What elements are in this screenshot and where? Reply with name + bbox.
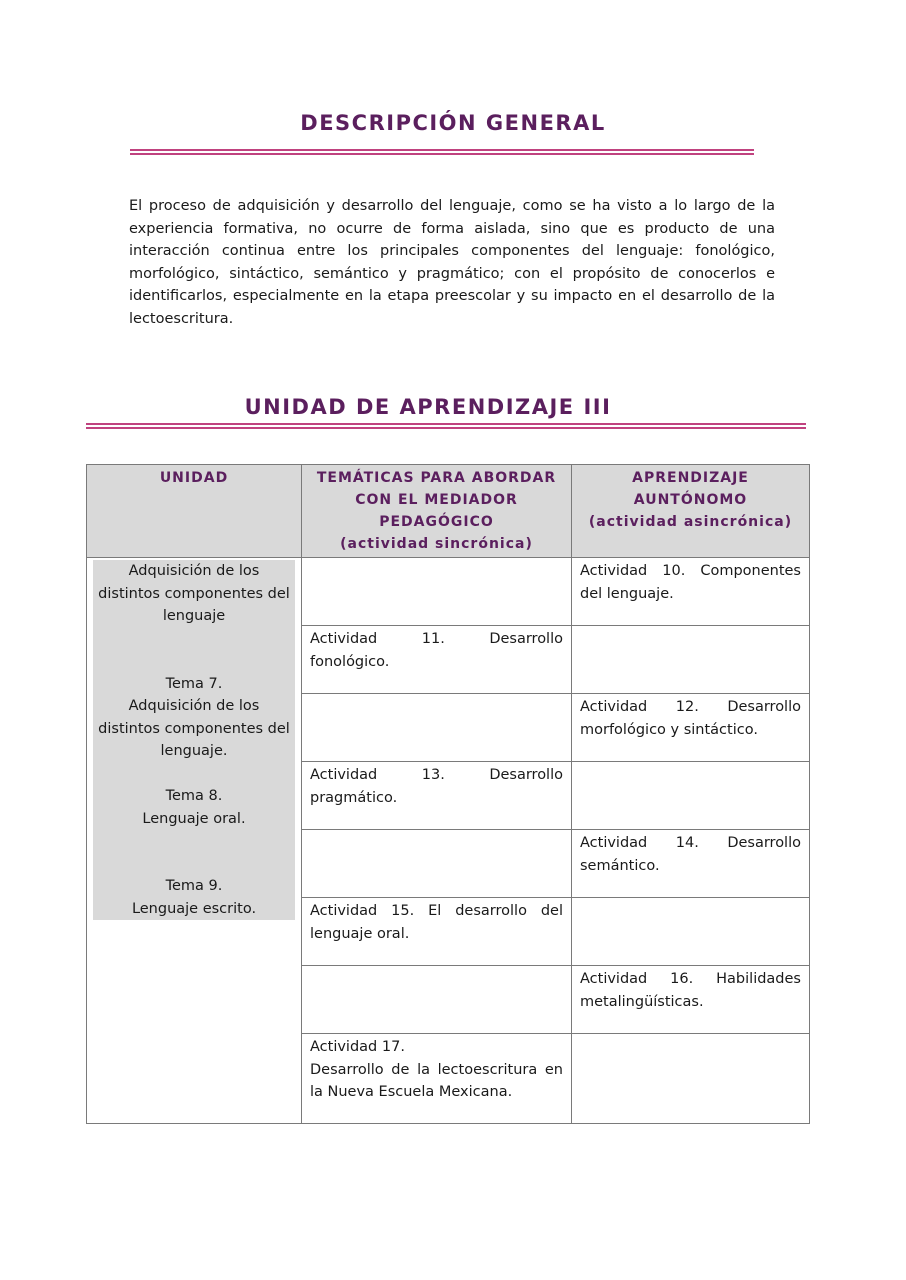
header-autonomo-line: (actividad asincrónica) (588, 514, 793, 530)
descripcion-title-rule (130, 149, 754, 155)
sync-activity-cell (302, 830, 572, 898)
header-unidad (87, 465, 302, 558)
activity-text: Actividad 10. Componentes del lenguaje. (580, 563, 801, 602)
header-tematicas (302, 465, 572, 558)
unit-line: Tema 8. (165, 788, 223, 804)
async-activity-cell (572, 1034, 810, 1124)
sync-activity-cell (302, 1034, 572, 1124)
sync-activity-cell (302, 694, 572, 762)
unit-line (93, 628, 295, 651)
descripcion-paragraph: El proceso de adquisición y desarrollo del lenguaje, como se ha visto a lo largo de la experiencia formativa, no ocurre de forma aislada, sino que es producto de una interacción continua entre los principales componentes del lenguaje: fonológico, morfológico, sintáctico, semántico y pragmático; con el propósito de conocerlos e identificarlos, especialmente en la etapa preescolar y su impacto en el desarrollo de la lectoescritura. (129, 198, 775, 327)
unit-line: Tema 7. (165, 675, 223, 692)
activity-text: Actividad 15. El desarrollo del lenguaje oral. (310, 903, 563, 942)
async-activity-cell (572, 558, 810, 626)
activity-text: Actividad 11. Desarrollo fonológico. (310, 631, 563, 670)
unit-line (93, 763, 295, 786)
sync-activity-cell (302, 626, 572, 694)
async-activity-cell (572, 966, 810, 1034)
descripcion-title: DESCRIPCIÓN GENERAL (300, 111, 606, 135)
header-autonomo-line: AUNTÓNOMO (633, 492, 748, 508)
async-activity-cell (572, 898, 810, 966)
sync-activity-cell (302, 762, 572, 830)
unit-line: Lenguaje oral. (142, 810, 246, 827)
async-activity-cell (572, 762, 810, 830)
sync-activity-cell (302, 966, 572, 1034)
header-tematicas-line: TEMÁTICAS PARA ABORDAR (316, 470, 557, 486)
unidad-title-rule (86, 423, 806, 429)
unidad-title: UNIDAD DE APRENDIZAJE III (244, 395, 612, 419)
unit-line: lenguaje. (160, 743, 228, 759)
unit-line: Tema 9. (165, 878, 223, 894)
header-tematicas-line: PEDAGÓGICO (379, 514, 494, 530)
unit-line (93, 650, 295, 673)
unit-line: lenguaje (162, 608, 226, 624)
sync-activity-cell (302, 558, 572, 626)
unit-line: Lenguaje escrito. (131, 900, 257, 917)
async-activity-cell (572, 694, 810, 762)
unit-line: distintos componentes del (98, 720, 290, 737)
activity-text: Actividad 14. Desarrollo semántico. (580, 835, 801, 874)
table-header-row (87, 465, 810, 558)
activity-text: Actividad 13. Desarrollo pragmático. (310, 767, 563, 806)
header-autonomo (572, 465, 810, 558)
header-unidad-label: UNIDAD (159, 470, 229, 486)
async-activity-cell (572, 830, 810, 898)
unidad-table (86, 464, 810, 1124)
header-tematicas-line: (actividad sincrónica) (340, 536, 533, 552)
unit-line (93, 830, 295, 853)
unit-block (93, 560, 295, 920)
unit-line: distintos componentes del (98, 585, 290, 602)
unit-cell (87, 558, 302, 1124)
activity-text: Actividad 16. Habilidades metalingüísticas. (580, 971, 801, 1010)
sync-activity-cell (302, 898, 572, 966)
activity-text: Actividad 12. Desarrollo morfológico y sintáctico. (580, 699, 801, 738)
async-activity-cell (572, 626, 810, 694)
activity-text: Desarrollo de la lectoescritura en la Nueva Escuela Mexicana. (310, 1061, 563, 1100)
activity-text: Actividad 17. (310, 1039, 405, 1055)
header-autonomo-line: APRENDIZAJE (632, 470, 749, 486)
unit-line: Adquisición de los (128, 563, 260, 579)
table-row (87, 558, 810, 626)
unit-line: Adquisición de los (128, 698, 260, 714)
unit-line (93, 853, 295, 876)
header-tematicas-line: CON EL MEDIADOR (355, 492, 518, 508)
